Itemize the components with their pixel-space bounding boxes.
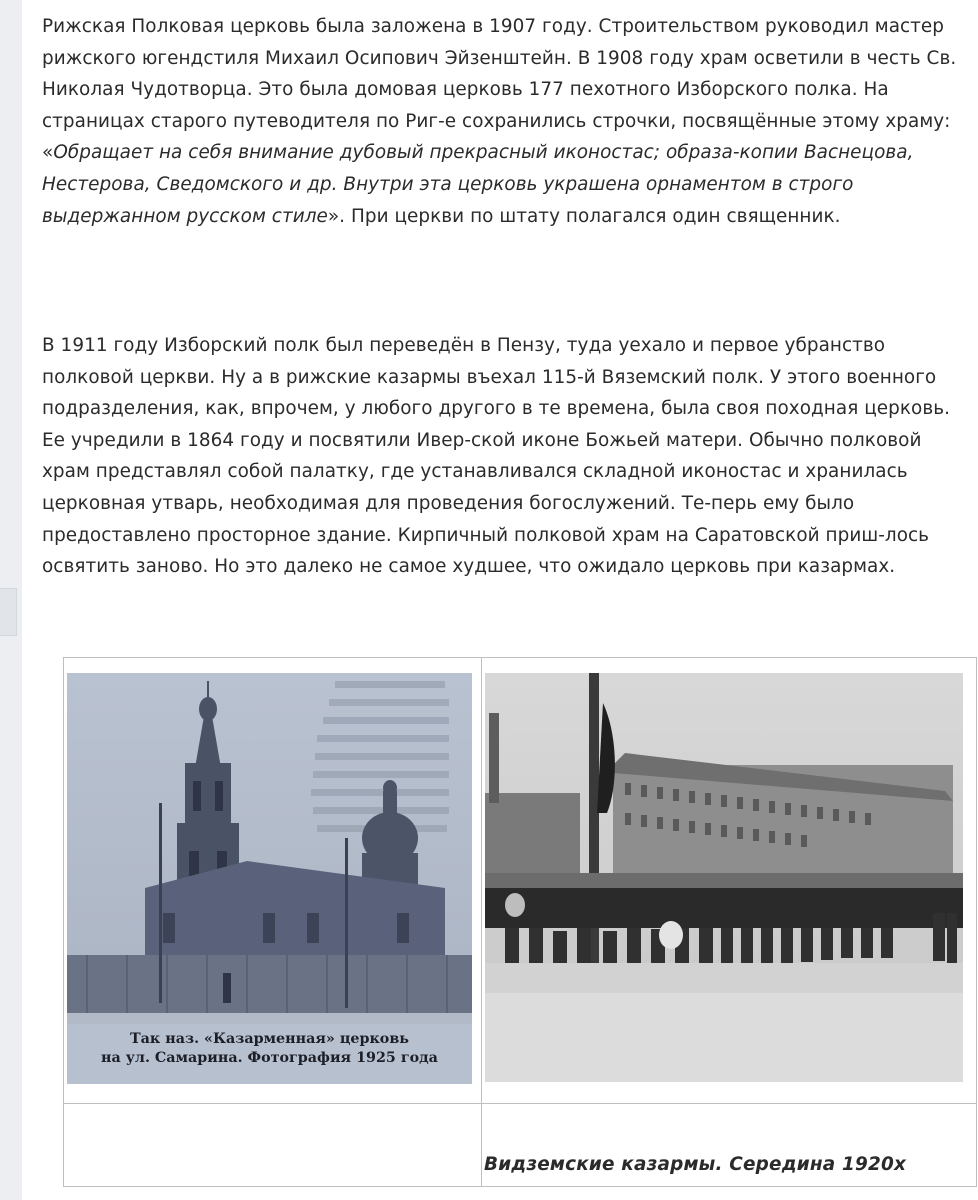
caption-cell-right bbox=[482, 1104, 977, 1187]
photo-left-caption-line-2: на ул. Самарина. Фотография 1925 года bbox=[101, 1050, 438, 1066]
guidebook-quote: Обращает на себя внимание дубовый прекрасный иконостас; образа-копии Васнецова, Нестерова, Сведомского и др. Внутри эта церковь украшена орнаментом в строго выдержанном русском стиле bbox=[42, 142, 914, 227]
article-paragraph-1 bbox=[42, 11, 962, 232]
photo-table bbox=[63, 657, 977, 1187]
photo-cell-right bbox=[482, 658, 977, 1104]
church-photo[interactable] bbox=[67, 673, 472, 1084]
photo-right-caption: Видземские казармы. Середина 1920х bbox=[484, 1154, 907, 1175]
caption-cell-left bbox=[64, 1104, 482, 1187]
paragraph-1-ending: ». При церкви по штату полагался один священник. bbox=[327, 205, 841, 227]
photo-left-inline-caption bbox=[67, 1024, 472, 1084]
paragraph-1-text: Рижская Полковая церковь была заложена в 1907 году. Строительством руководил мастер рижского югендстиля Михаил Осипович Эйзенштейн. В 1908 году храм осветили в честь Св. Николая Чудотворца. Это была домовая церковь 177 пехотного Изборского полка. На страницах старого путеводителя по Риг-е сохранились строчки, посвящённые этому храму: « bbox=[42, 16, 957, 164]
article-content bbox=[22, 0, 978, 1200]
photo-row bbox=[64, 658, 977, 1104]
photo-cell-left bbox=[64, 658, 482, 1104]
photo-left-caption-line-1: Так наз. «Казарменная» церковь bbox=[130, 1031, 409, 1047]
side-tab[interactable] bbox=[0, 588, 17, 636]
barracks-photo[interactable] bbox=[485, 673, 963, 1082]
caption-row bbox=[64, 1104, 977, 1187]
article-paragraph-2: В 1911 году Изборский полк был переведён в Пензу, туда уехало и первое убранство полковой церкви. Ну а в рижские казармы въехал 115-й Вяземский полк. У этого военного подразделения, как, впрочем, у любого другого в те времена, была своя походная церковь. Ее учредили в 1864 году и посвятили Ивер-ской иконе Божьей матери. Обычно полковой храм представлял собой палатку, где устанавливался складной иконостас и хранилась церковная утварь, необходимая для проведения богослужений. Те-перь ему было предоставлено просторное здание. Кирпичный полковой храм на Саратовской приш-лось освятить заново. Но это далеко не самое худшее, что ожидало церковь при казармах. bbox=[42, 335, 950, 578]
